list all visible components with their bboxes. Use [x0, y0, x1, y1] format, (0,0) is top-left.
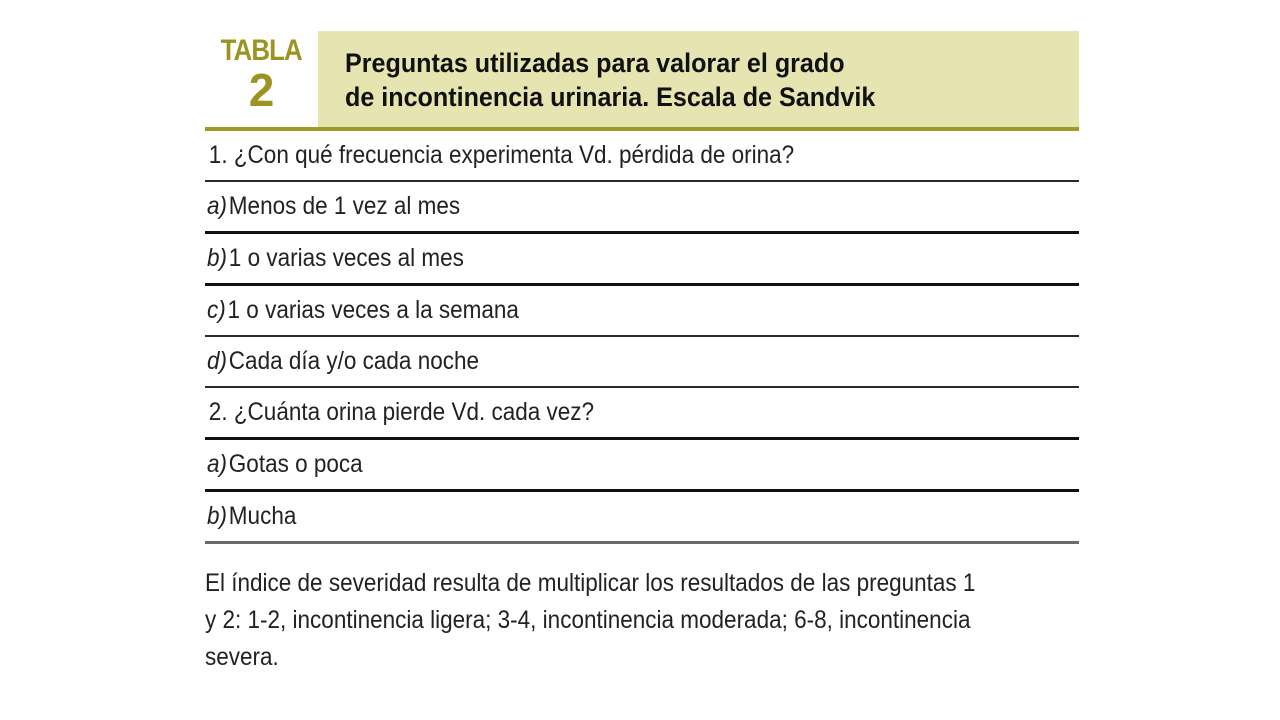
table-bottom-rule: [205, 541, 1079, 544]
answer-row-1b: [205, 234, 1079, 283]
table-label: [205, 31, 318, 127]
table-title-line-1: Preguntas utilizadas para valorar el grado: [345, 48, 845, 78]
row-letter: d): [207, 347, 228, 375]
answer-row-2b: [205, 492, 1079, 541]
answer-text: Gotas o poca: [228, 450, 363, 478]
footnote-line-1: El índice de severidad resulta de multiplicar los resultados de las preguntas 1: [205, 569, 976, 597]
question-1-row: [205, 131, 1079, 180]
answer-text: Menos de 1 vez al mes: [228, 192, 461, 220]
answer-row-1d: [205, 337, 1079, 386]
answer-row-2a: [205, 440, 1079, 489]
row-letter: a): [207, 450, 228, 478]
answer-row-1a: [205, 182, 1079, 231]
row-letter: a): [207, 192, 228, 220]
row-letter: b): [207, 244, 228, 272]
answer-row-1c: [205, 286, 1079, 335]
table-label-word: TABLA: [220, 34, 303, 67]
question-1-text: 1. ¿Con qué frecuencia experimenta Vd. pérdida de orina?: [208, 141, 795, 169]
question-2-text: 2. ¿Cuánta orina pierde Vd. cada vez?: [208, 398, 595, 426]
answer-text: Mucha: [228, 502, 297, 530]
row-letter: c): [207, 296, 226, 324]
footnote-line-3: severa.: [205, 643, 279, 671]
table-footnote: [205, 565, 1087, 676]
table-title: [318, 31, 1079, 127]
footnote-line-2: y 2: 1-2, incontinencia ligera; 3-4, incontinencia moderada; 6-8, incontinencia: [205, 606, 971, 634]
table-label-number: 2: [248, 64, 275, 116]
table-header: [205, 31, 1079, 131]
sandvik-table: [205, 31, 1079, 676]
answer-text: 1 o varias veces al mes: [228, 244, 464, 272]
row-letter: b): [207, 502, 228, 530]
answer-text: Cada día y/o cada noche: [228, 347, 479, 375]
answer-text: 1 o varias veces a la semana: [227, 296, 519, 324]
table-title-line-2: de incontinencia urinaria. Escala de Sandvik: [345, 82, 876, 112]
question-2-row: [205, 388, 1079, 437]
